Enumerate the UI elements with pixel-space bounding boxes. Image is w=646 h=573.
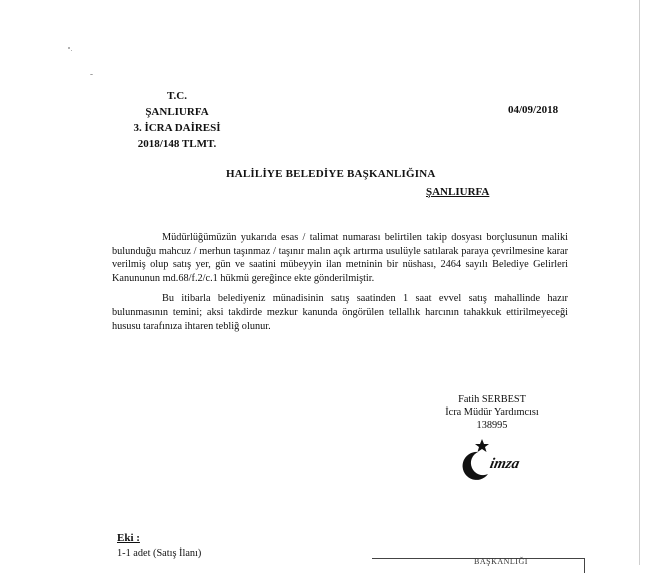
seal-text: imza [488,455,522,472]
header-line-city: ŞANLIURFA [145,106,209,118]
header-line-file-number: 2018/148 TLMT. [137,138,217,150]
attachments-label: Eki : [117,532,140,544]
letter-body [112,231,568,333]
star-icon [475,439,489,452]
addressee-name: HALİLİYE BELEDİYE BAŞKANLIĞINA [226,168,436,180]
body-paragraph-1: Müdürlüğümüzün yukarıda esas / talimat numarası belirtilen takip dosyası borçlusunun maliki bulunduğu mahcuz / merhun taşınmaz / taşınır malın açık artırma usulüyle satılarak paraya çevrilmesine karar verilmiş olup satış yer, gün ve saatini mübeyyin ilan metninin bir nüshası, 2464 sayılı Belediye Gelirleri Kanununun md.68/f.2/c.1 hükmü gereğince ekte gönderilmiştir. [112,232,568,284]
addressee-city: ŞANLIURFA [426,186,490,198]
signer-name: Fatih SERBEST [458,394,526,405]
scan-speck [68,47,70,49]
body-paragraph-2: Bu itibarla belediyeniz münadisinin satış saatinden 1 saat evvel satış mahallinde hazır bulunmasının temini; aksi takdirde mezkur kanunda öngörülen tellallık harcının tahakkuk ettirilmeyeceği hususu tarafınıza ihtaren tebliğ olunur. [112,293,568,332]
header-line-country: T.C. [167,90,187,102]
document-date: 04/09/2018 [508,104,559,116]
e-signature-seal-icon [452,436,552,480]
scan-speck [71,50,72,51]
header-line-office: 3. İCRA DAİRESİ [133,122,221,134]
scan-edge-line [639,0,640,565]
attachment-item: 1-1 adet (Satış İlanı) [117,548,202,559]
signer-number: 138995 [476,420,508,431]
scan-speck [90,74,93,75]
cut-off-text: BAŞKANLIĞI [474,557,528,566]
signer-title: İcra Müdür Yardımcısı [445,407,539,418]
issuer-header [112,88,242,152]
signature-block [432,393,552,432]
